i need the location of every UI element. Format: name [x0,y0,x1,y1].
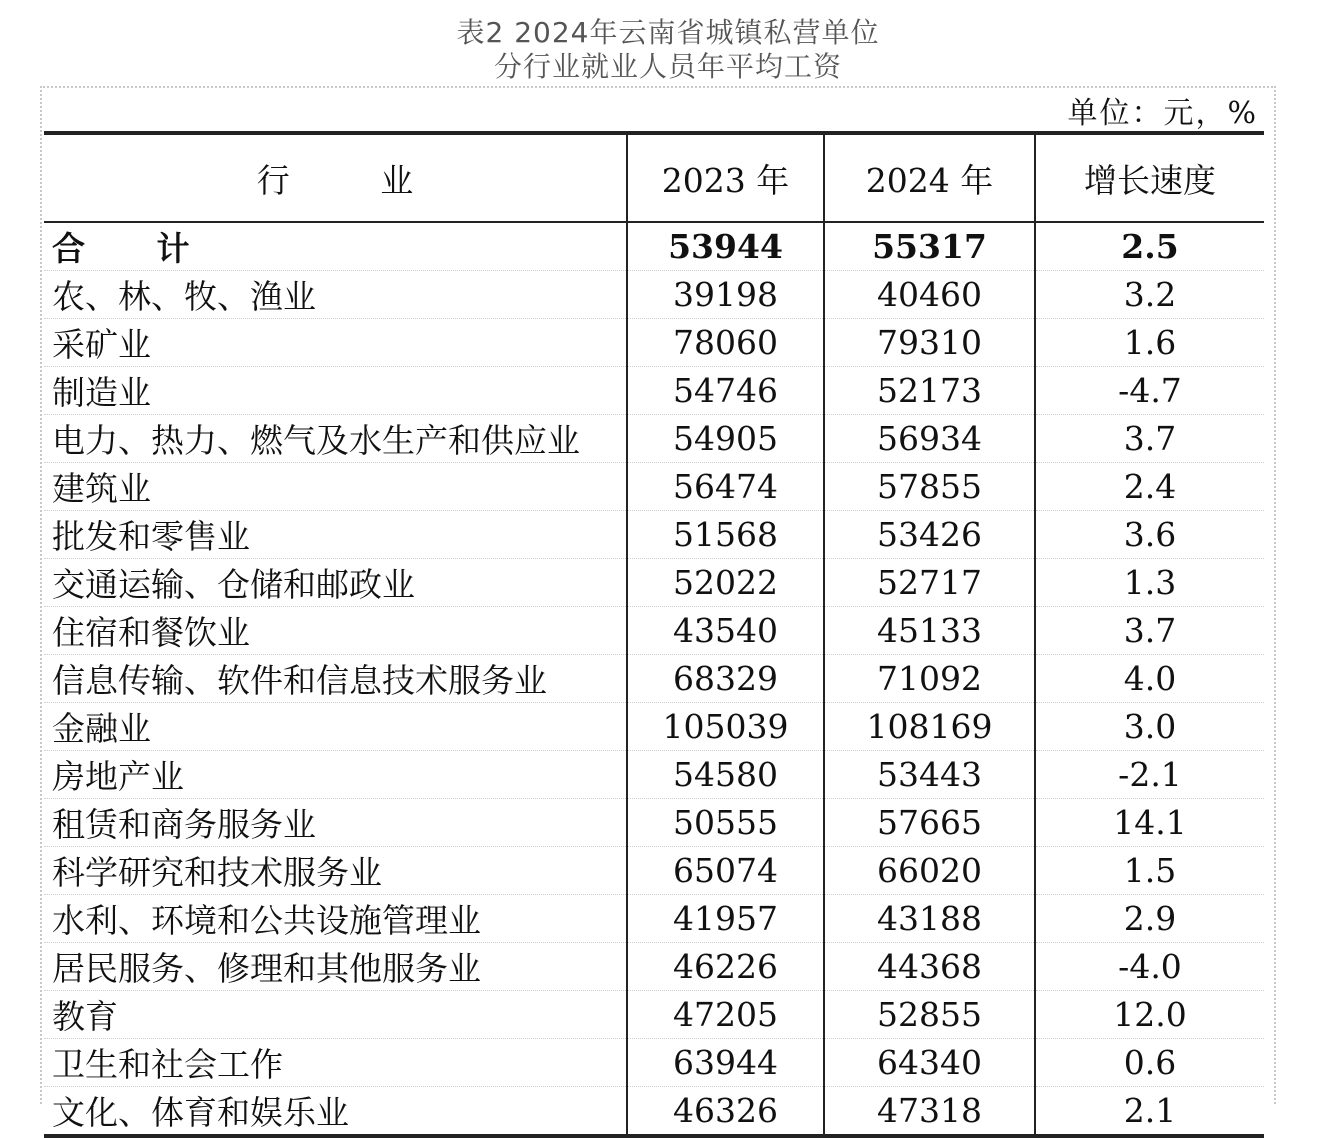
table-row [44,367,1264,415]
table-row [44,607,1264,655]
industry-cell: 卫生和社会工作 [44,1039,627,1087]
value-2024-cell: 108169 [824,703,1035,751]
value-2023-cell: 47205 [627,991,824,1039]
industry-cell: 建筑业 [44,463,627,511]
value-2023-cell: 56474 [627,463,824,511]
growth-cell: -4.0 [1035,943,1264,991]
total-label: 合 计 [44,222,627,271]
growth-cell: 2.1 [1035,1087,1264,1137]
value-2023-cell: 50555 [627,799,824,847]
table-row [44,415,1264,463]
value-2024-cell: 53443 [824,751,1035,799]
growth-cell: 3.6 [1035,511,1264,559]
value-2023-cell: 46226 [627,943,824,991]
value-2023-cell: 105039 [627,703,824,751]
industry-cell: 交通运输、仓储和邮政业 [44,559,627,607]
table-row [44,559,1264,607]
table-row [44,751,1264,799]
value-2024-cell: 43188 [824,895,1035,943]
value-2023-cell: 78060 [627,319,824,367]
value-2024-cell: 52717 [824,559,1035,607]
table-row [44,463,1264,511]
table-header-row [44,133,1264,222]
industry-cell: 居民服务、修理和其他服务业 [44,943,627,991]
value-2024-cell: 57855 [824,463,1035,511]
table-row [44,895,1264,943]
table-subtitle: 分行业就业人员年平均工资 [493,50,842,83]
value-2024-cell: 45133 [824,607,1035,655]
growth-cell: 2.9 [1035,895,1264,943]
industry-cell: 科学研究和技术服务业 [44,847,627,895]
industry-cell: 文化、体育和娱乐业 [44,1087,627,1137]
growth-cell: 14.1 [1035,799,1264,847]
header-growth: 增长速度 [1035,133,1264,222]
industry-cell: 农、林、牧、渔业 [44,271,627,319]
industry-cell: 金融业 [44,703,627,751]
table-row [44,943,1264,991]
table-row [44,799,1264,847]
value-2023-cell: 54580 [627,751,824,799]
table-row [44,655,1264,703]
table-row [44,991,1264,1039]
value-2024-cell: 79310 [824,319,1035,367]
value-2023-cell: 68329 [627,655,824,703]
table-row [44,847,1264,895]
header-2023: 2023 年 [627,133,824,222]
industry-cell: 采矿业 [44,319,627,367]
header-2024: 2024 年 [824,133,1035,222]
growth-cell: 1.5 [1035,847,1264,895]
table-row [44,319,1264,367]
value-2023-cell: 46326 [627,1087,824,1137]
value-2024-cell: 47318 [824,1087,1035,1137]
total-row [44,222,1264,271]
value-2024-cell: 64340 [824,1039,1035,1087]
growth-cell: 12.0 [1035,991,1264,1039]
table-row [44,511,1264,559]
table-row [44,703,1264,751]
value-2024-cell: 44368 [824,943,1035,991]
growth-cell: 3.7 [1035,607,1264,655]
growth-cell: -4.7 [1035,367,1264,415]
table-row [44,1039,1264,1087]
industry-cell: 房地产业 [44,751,627,799]
growth-cell: 3.2 [1035,271,1264,319]
value-2024-cell: 40460 [824,271,1035,319]
table-row [44,271,1264,319]
value-2024-cell: 66020 [824,847,1035,895]
value-2024-cell: 52855 [824,991,1035,1039]
growth-cell: -2.1 [1035,751,1264,799]
industry-cell: 电力、热力、燃气及水生产和供应业 [44,415,627,463]
value-2024-cell: 52173 [824,367,1035,415]
unit-label: 单位：元，% [1067,96,1258,131]
total-growth: 2.5 [1035,222,1264,271]
industry-cell: 租赁和商务服务业 [44,799,627,847]
wage-table [44,131,1264,1138]
value-2023-cell: 52022 [627,559,824,607]
total-2024: 55317 [824,222,1035,271]
table-title: 表2 2024年云南省城镇私营单位 [456,16,880,49]
value-2024-cell: 53426 [824,511,1035,559]
table-row [44,1087,1264,1137]
value-2023-cell: 51568 [627,511,824,559]
growth-cell: 3.0 [1035,703,1264,751]
industry-cell: 水利、环境和公共设施管理业 [44,895,627,943]
total-2023: 53944 [627,222,824,271]
industry-cell: 教育 [44,991,627,1039]
value-2023-cell: 54746 [627,367,824,415]
value-2023-cell: 65074 [627,847,824,895]
growth-cell: 2.4 [1035,463,1264,511]
growth-cell: 1.3 [1035,559,1264,607]
value-2024-cell: 57665 [824,799,1035,847]
value-2024-cell: 71092 [824,655,1035,703]
value-2023-cell: 39198 [627,271,824,319]
growth-cell: 3.7 [1035,415,1264,463]
value-2024-cell: 56934 [824,415,1035,463]
growth-cell: 4.0 [1035,655,1264,703]
industry-cell: 制造业 [44,367,627,415]
industry-cell: 住宿和餐饮业 [44,607,627,655]
value-2023-cell: 43540 [627,607,824,655]
industry-cell: 批发和零售业 [44,511,627,559]
value-2023-cell: 63944 [627,1039,824,1087]
growth-cell: 0.6 [1035,1039,1264,1087]
growth-cell: 1.6 [1035,319,1264,367]
value-2023-cell: 41957 [627,895,824,943]
value-2023-cell: 54905 [627,415,824,463]
header-industry: 行 业 [44,133,627,222]
industry-cell: 信息传输、软件和信息技术服务业 [44,655,627,703]
